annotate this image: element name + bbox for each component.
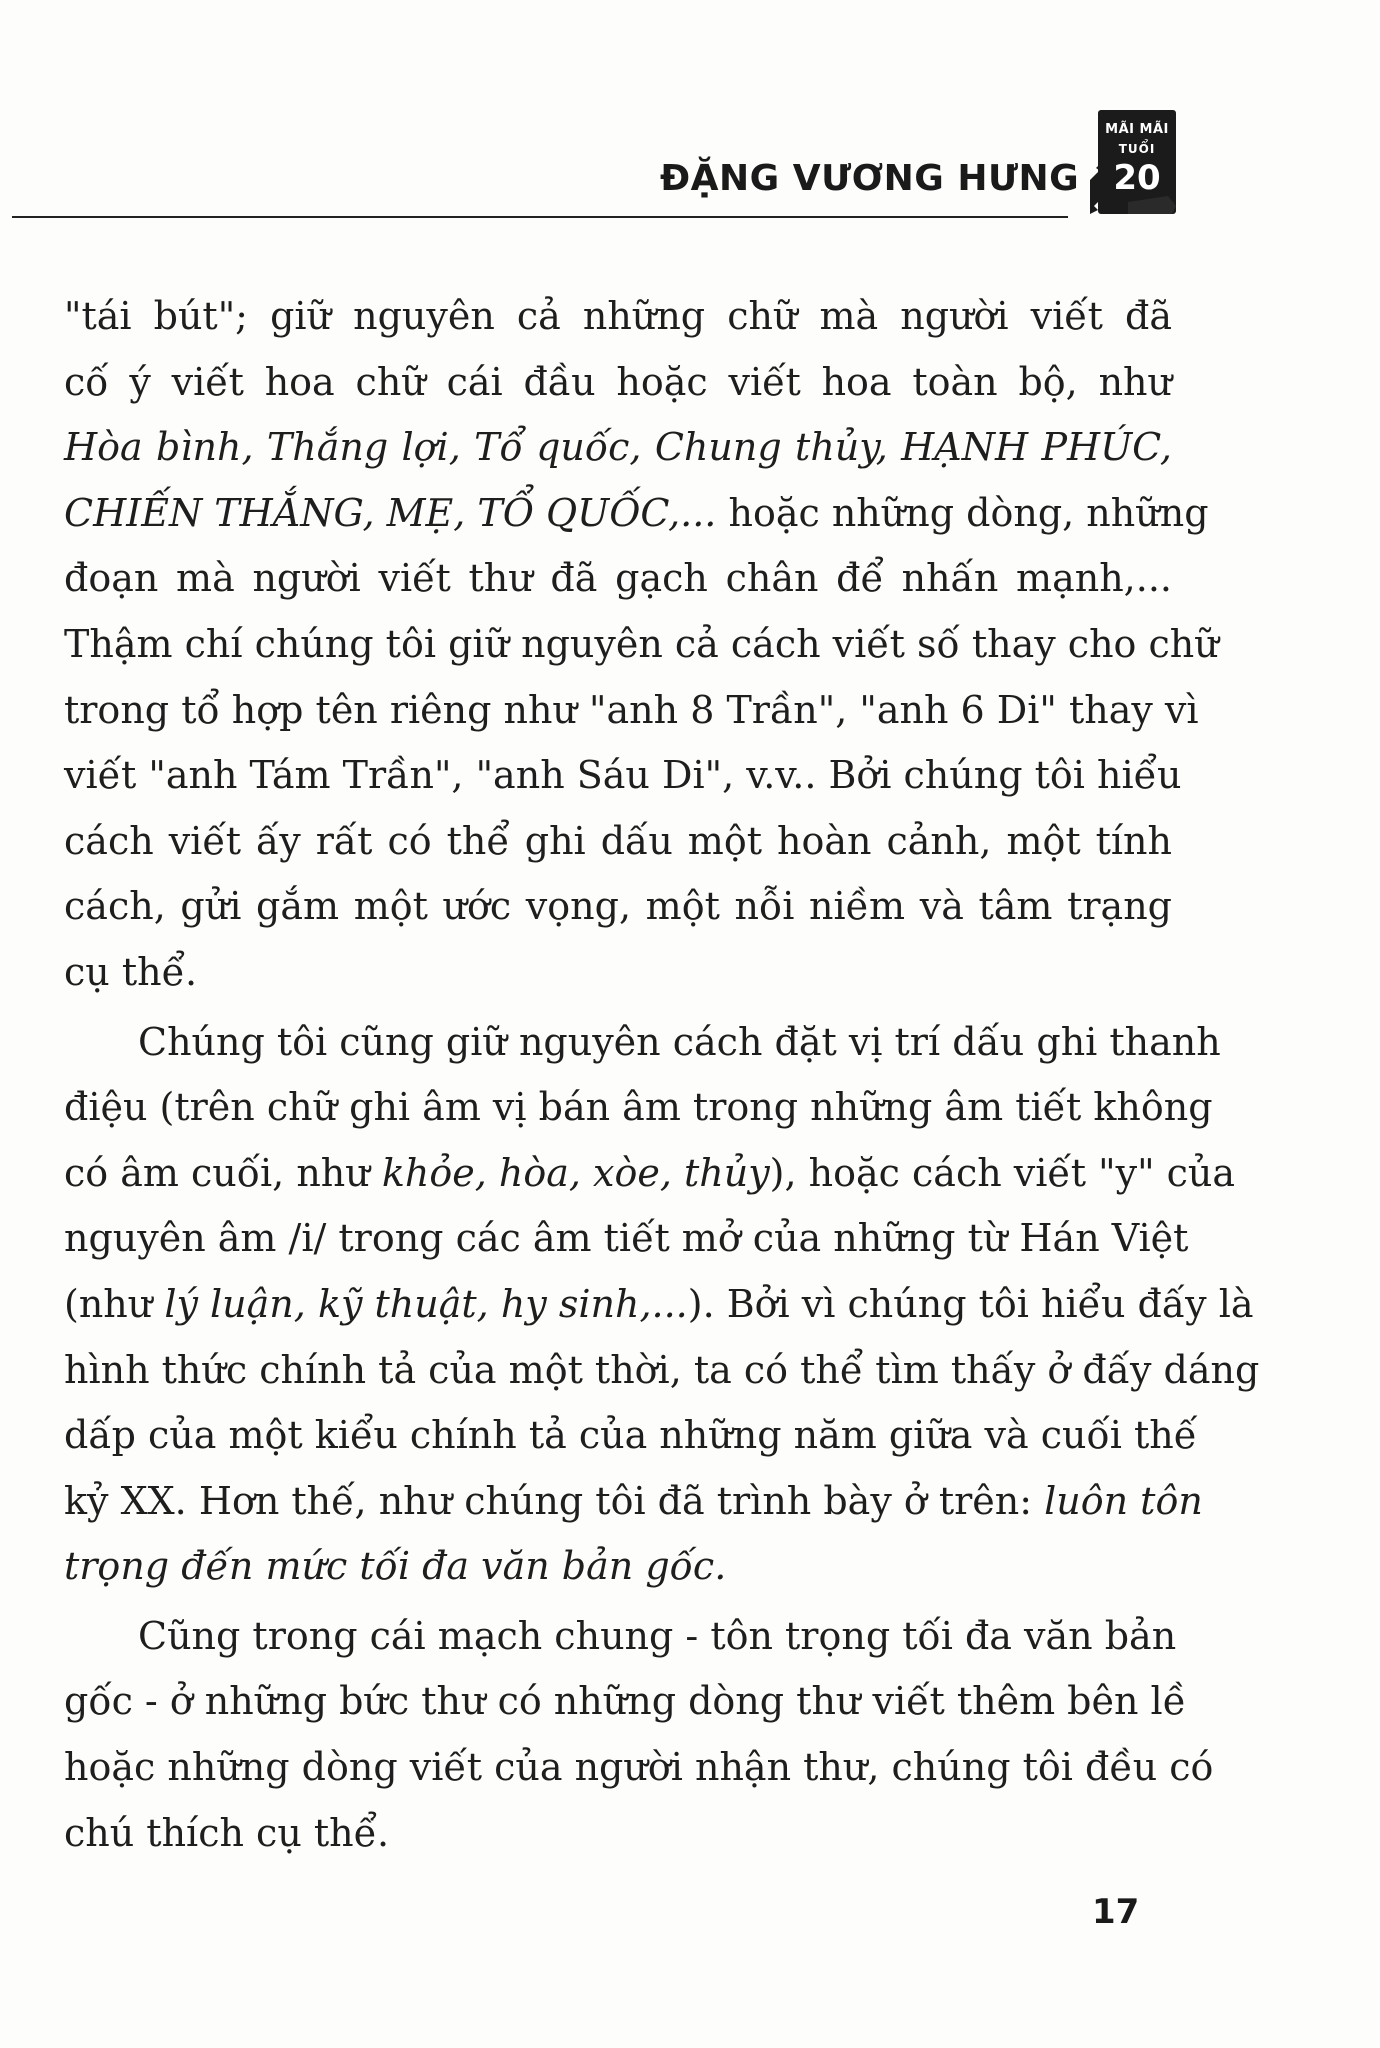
italic-segment: lý luận, kỹ thuật, hy sinh,... xyxy=(164,1281,688,1326)
text-line xyxy=(64,1735,1214,1801)
body-text xyxy=(64,284,1260,1866)
text-line xyxy=(64,1272,1254,1338)
text-segment: ), hoặc cách viết "y" của xyxy=(769,1150,1236,1195)
text-line xyxy=(64,1010,1221,1076)
text-line xyxy=(64,481,1209,547)
header-rule xyxy=(12,216,1068,218)
paragraph xyxy=(64,1010,1260,1600)
text-segment: Thậm chí chúng tôi giữ nguyên cả cách viết số thay cho chữ xyxy=(64,621,1219,666)
italic-segment: trọng đến mức tối đa văn bản gốc. xyxy=(64,1544,727,1589)
running-head: ĐẶNG VƯƠNG HƯNG xyxy=(660,158,1080,199)
text-segment: điệu (trên chữ ghi âm vị bán âm trong những âm tiết không xyxy=(64,1085,1213,1130)
text-line xyxy=(64,546,1172,612)
text-line xyxy=(64,415,1172,481)
series-logo xyxy=(1088,110,1180,216)
text-segment: "tái bút"; giữ nguyên cả những chữ mà người viết đã xyxy=(64,294,1172,338)
text-segment: kỷ XX. Hơn thế, như chúng tôi đã trình bày ở trên: xyxy=(64,1478,1045,1523)
text-line xyxy=(64,678,1199,744)
logo-text-line-3: 20 xyxy=(1113,158,1161,198)
text-segment: (như xyxy=(64,1281,165,1326)
italic-segment: CHIẾN THẮNG, MẸ, TỔ QUỐC,... xyxy=(64,490,717,535)
text-segment: Chúng tôi cũng giữ nguyên cách đặt vị trí dấu ghi thanh xyxy=(138,1019,1221,1064)
text-segment: dấp của một kiểu chính tả của những năm giữa và cuối thế xyxy=(64,1413,1198,1458)
text-line xyxy=(64,1469,1203,1535)
italic-segment: khỏe, hòa, xòe, thủy xyxy=(381,1150,770,1195)
text-segment: có âm cuối, như xyxy=(64,1150,382,1195)
page-number: 17 xyxy=(1092,1892,1140,1932)
text-line xyxy=(64,350,1172,416)
text-segment: cố ý viết hoa chữ cái đầu hoặc viết hoa toàn bộ, như xyxy=(64,359,1172,404)
text-segment: Cũng trong cái mạch chung - tôn trọng tối đa văn bản xyxy=(138,1613,1177,1658)
logo-text-line-2: TUỔI xyxy=(1118,142,1156,156)
text-segment: cách viết ấy rất có thể ghi dấu một hoàn cảnh, một tính xyxy=(64,818,1172,863)
paragraph xyxy=(64,1604,1214,1866)
text-line xyxy=(64,1338,1260,1404)
text-line xyxy=(64,874,1172,940)
text-segment: viết "anh Tám Trần", "anh Sáu Di", v.v.. Bởi chúng tôi hiểu xyxy=(64,753,1182,798)
text-segment: hình thức chính tả của một thời, ta có thể tìm thấy ở đấy dáng xyxy=(64,1347,1260,1392)
text-line xyxy=(64,1801,1172,1867)
text-line xyxy=(64,1403,1198,1469)
text-line xyxy=(64,1141,1236,1207)
italic-segment: Hòa bình, Thắng lợi, Tổ quốc, Chung thủy, HẠNH PHÚC, xyxy=(64,425,1172,470)
text-segment: hoặc những dòng viết của người nhận thư, chúng tôi đều có xyxy=(64,1745,1214,1790)
text-segment: chú thích cụ thể. xyxy=(64,1810,390,1855)
text-line xyxy=(64,743,1182,809)
paragraph xyxy=(64,284,1219,1006)
text-line xyxy=(64,612,1219,678)
text-segment: trong tổ hợp tên riêng như "anh 8 Trần", "anh 6 Di" thay vì xyxy=(64,687,1199,732)
text-segment: cụ thể. xyxy=(64,949,198,994)
text-segment: ). Bởi vì chúng tôi hiểu đấy là xyxy=(687,1281,1254,1326)
text-line xyxy=(64,1604,1177,1670)
logo-text-line-1: MÃI MÃI xyxy=(1105,122,1169,137)
text-line xyxy=(64,284,1172,350)
text-line xyxy=(64,1075,1213,1141)
text-line xyxy=(64,1206,1189,1272)
text-segment: hoặc những dòng, những xyxy=(716,490,1209,535)
text-line xyxy=(64,809,1172,875)
text-segment: gốc - ở những bức thư có những dòng thư viết thêm bên lề xyxy=(64,1679,1187,1724)
text-segment: cách, gửi gắm một ước vọng, một nỗi niềm và tâm trạng xyxy=(64,884,1172,929)
text-segment: đoạn mà người viết thư đã gạch chân để nhấn mạnh,... xyxy=(64,556,1172,601)
text-segment: nguyên âm /i/ trong các âm tiết mở của những từ Hán Việt xyxy=(64,1216,1189,1261)
text-line xyxy=(64,940,1172,1006)
italic-segment: luôn tôn xyxy=(1044,1478,1203,1523)
text-line xyxy=(64,1534,1172,1600)
text-line xyxy=(64,1669,1187,1735)
